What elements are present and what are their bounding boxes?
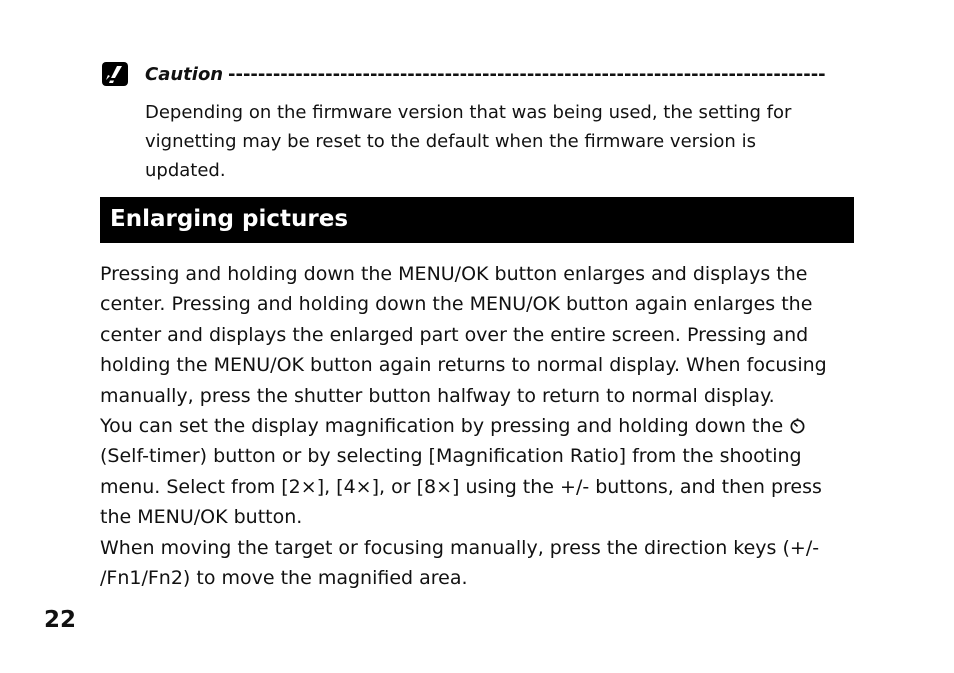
section-title: Enlarging pictures xyxy=(110,206,349,232)
caution-header xyxy=(101,58,855,92)
paragraph-magnification xyxy=(100,411,852,533)
page-number: 22 xyxy=(44,607,77,633)
paragraph-enlarge: Pressing and holding down the MENU/OK button enlarges and displays the center. Pressing and holding down the MENU/OK button again enlarges the center and displays the enlarged part over the entire screen. Pressing and holding the MENU/OK button again returns to normal display. When focusing manually, press the shutter button halfway to return to normal display. xyxy=(100,263,827,407)
caution-divider: -------------------------------------------------------------------------------- xyxy=(228,64,826,85)
section-heading-bar xyxy=(100,197,854,243)
caution-block xyxy=(101,58,855,185)
caution-title: Caution xyxy=(145,64,224,85)
self-timer-icon xyxy=(789,417,806,434)
paragraph-move-area: When moving the target or focusing manually, press the direction keys (+/- /Fn1/Fn2) to move the magnified area. xyxy=(100,536,820,590)
caution-pencil-icon xyxy=(101,61,129,87)
paragraph-magnification-start: You can set the display magnification by pressing and holding down the xyxy=(100,415,784,438)
main-text xyxy=(100,259,852,593)
paragraph-magnification-end: (Self-timer) button or by selecting [Magnification Ratio] from the shooting menu. Select from [2×], [4×], or [8×] using the +/- buttons, and then press the MENU/OK button. xyxy=(100,445,822,529)
caution-text: Depending on the firmware version that was being used, the setting for vignetting may be reset to the default when the firmware version is updated. xyxy=(145,102,792,181)
